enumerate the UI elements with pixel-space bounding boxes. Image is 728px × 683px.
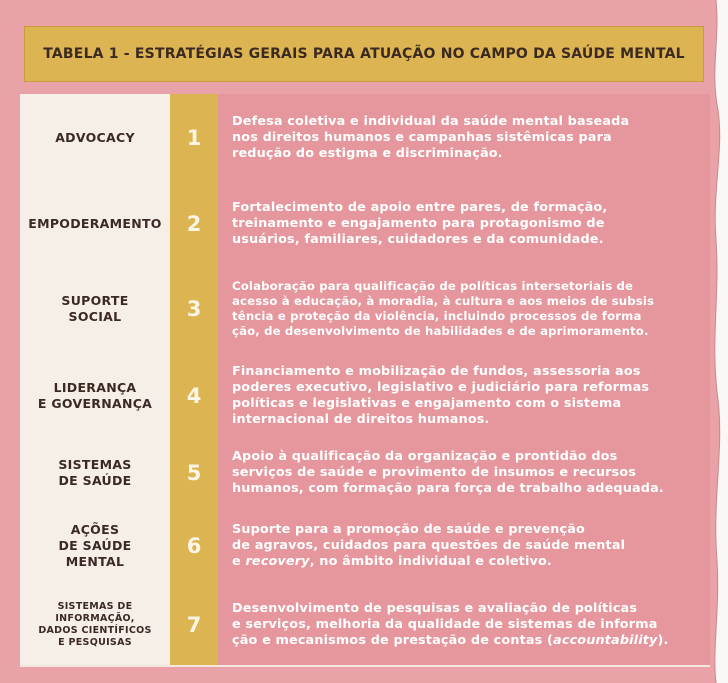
row-number: 6	[170, 507, 218, 585]
row-label: SISTEMAS DE INFORMAÇÃO, DADOS CIENTÍFICOS E PESQUISAS	[20, 585, 170, 665]
row-description: Desenvolvimento de pesquisas e avaliação de políticas e serviços, melhoria da qualidade de sistemas de informa ção e mecanismos de prestação de contas (accountability).	[218, 585, 710, 665]
row-number: 4	[170, 353, 218, 439]
table-row	[20, 507, 710, 587]
table-title-banner	[24, 26, 704, 82]
row-description: Apoio à qualificação da organização e prontidão dos serviços de saúde e provimento de insumos e recursos humanos, com formação para força de trabalho adequada.	[218, 439, 710, 507]
row-description: Colaboração para qualificação de políticas intersetoriais de acesso à educação, à moradia, à cultura e aos meios de subsis tência e proteção da violência, incluindo processos de forma ção, de desenvolvimento de habilidades e de aprimoramento.	[218, 265, 710, 353]
row-number: 2	[170, 182, 218, 265]
row-description: Fortalecimento de apoio entre pares, de formação, treinamento e engajamento para protagonismo de usuários, familiares, cuidadores e da comunidade.	[218, 182, 710, 265]
row-description: Financiamento e mobilização de fundos, assessoria aos poderes executivo, legislativo e judiciário para reformas políticas e legislativas e engajamento com o sistema internacional de direitos humanos.	[218, 353, 710, 439]
row-label: AÇÕES DE SAÚDE MENTAL	[20, 507, 170, 585]
table-row	[20, 94, 710, 184]
table-row	[20, 439, 710, 509]
row-label: SUPORTE SOCIAL	[20, 265, 170, 353]
row-description: Defesa coletiva e individual da saúde mental baseada nos direitos humanos e campanhas sistêmicas para redução do estigma e discriminação.	[218, 94, 710, 182]
row-number: 1	[170, 94, 218, 182]
row-number: 3	[170, 265, 218, 353]
table-row	[20, 353, 710, 441]
table-title: TABELA 1 - ESTRATÉGIAS GERAIS PARA ATUAÇÃO NO CAMPO DA SAÚDE MENTAL	[43, 46, 685, 62]
row-label: EMPODERAMENTO	[20, 182, 170, 265]
row-description: Suporte para a promoção de saúde e prevenção de agravos, cuidados para questões de saúde mental e recovery, no âmbito individual e coletivo.	[218, 507, 710, 585]
table-row	[20, 585, 710, 667]
row-label: LIDERANÇA E GOVERNANÇA	[20, 353, 170, 439]
row-number: 7	[170, 585, 218, 665]
row-label: ADVOCACY	[20, 94, 170, 182]
table-row	[20, 265, 710, 355]
table-row	[20, 182, 710, 267]
row-label: SISTEMAS DE SAÚDE	[20, 439, 170, 507]
row-number: 5	[170, 439, 218, 507]
